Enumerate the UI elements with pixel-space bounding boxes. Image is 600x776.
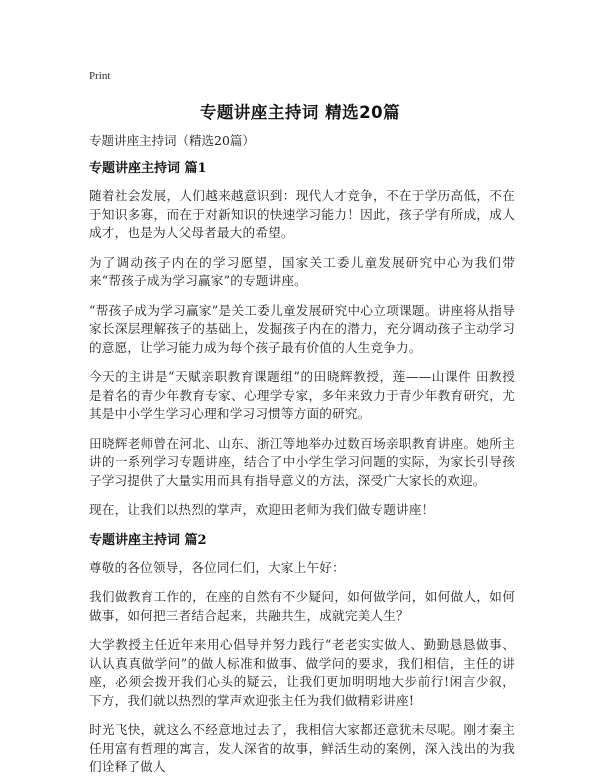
document-body bbox=[89, 131, 515, 776]
paragraph: 田晓辉老师曾在河北、山东、浙江等地举办过数百场亲职教育讲座。她所主讲的一系列学习专题讲座，结合了中小学生学习问题的实际，为家长引导孩子学习提供了大量实用而具有指导意义的方法，深受广大家长的欢迎。 bbox=[89, 435, 515, 488]
paragraph: 为了调动孩子内在的学习愿望，国家关工委儿童发展研究中心为我们带来“帮孩子成为学习赢家”的专题讲座。 bbox=[89, 254, 515, 288]
section-1 bbox=[89, 159, 515, 520]
paragraph: 时光飞快，就这么不经意地过去了，我相信大家都还意犹未尽呢。刚才秦主任用富有哲理的寓言，发人深省的故事，鲜活生动的案例，深入浅出的为我们诠释了做人 bbox=[89, 722, 515, 774]
section-heading: 专题讲座主持词 篇2 bbox=[89, 532, 207, 548]
paragraph: 尊敬的各位领导，各位同仁们，大家上午好： bbox=[89, 559, 345, 575]
section-2 bbox=[89, 531, 515, 776]
paragraph: 随着社会发展，人们越来越意识到：现代人才竞争，不在于学历高低，不在于知识多寡，而在于对新知识的快速学习能力！因此，孩子学有所成，成人成才，也是为人父母者最大的希望。 bbox=[89, 188, 515, 240]
document-title: 专题讲座主持词 精选20篇 bbox=[199, 103, 401, 122]
paragraph: 今天的主讲是“天赋亲职教育课题组”的田晓辉教授，莲——山课件 田教授是着名的青少年教育专家、心理学专家，多年来致力于青少年教育研究，尤其是中小学生学习心理和学习习惯等方面的研究。 bbox=[89, 369, 515, 421]
document-subtitle: 专题讲座主持词（精选20篇） bbox=[89, 133, 255, 148]
section-heading: 专题讲座主持词 篇1 bbox=[89, 161, 207, 176]
paragraph: 现在，让我们以热烈的掌声，欢迎田老师为我们做专题讲座！ bbox=[89, 502, 435, 517]
paragraph: 大学教授主任近年来用心倡导并努力践行“老老实实做人、勤勤恳恳做事、认认真真做学问”的做人标准和做事、做学问的要求，我们相信，主任的讲座，必须会拨开我们心头的疑云，让我们更加明明地大步前行!闲言少叙，下方，我们就以热烈的掌声欢迎张主任为我们做精彩讲座! bbox=[89, 637, 515, 708]
paragraph: 我们做教育工作的，在座的自然有不少疑问，如何做学问，如何做人，如何做事，如何把三者结合起来，共融共生，成就完美人生？ bbox=[89, 589, 515, 623]
paragraph: “帮孩子成为学习赢家”是关工委儿童发展研究中心立项课题。讲座将从指导家长深层理解孩子的基础上，发掘孩子内在的潜力，充分调动孩子主动学习的意愿，让学习能力成为每个孩子最有价值的人生竞争力。 bbox=[89, 302, 515, 355]
print-label: Print bbox=[89, 70, 111, 82]
